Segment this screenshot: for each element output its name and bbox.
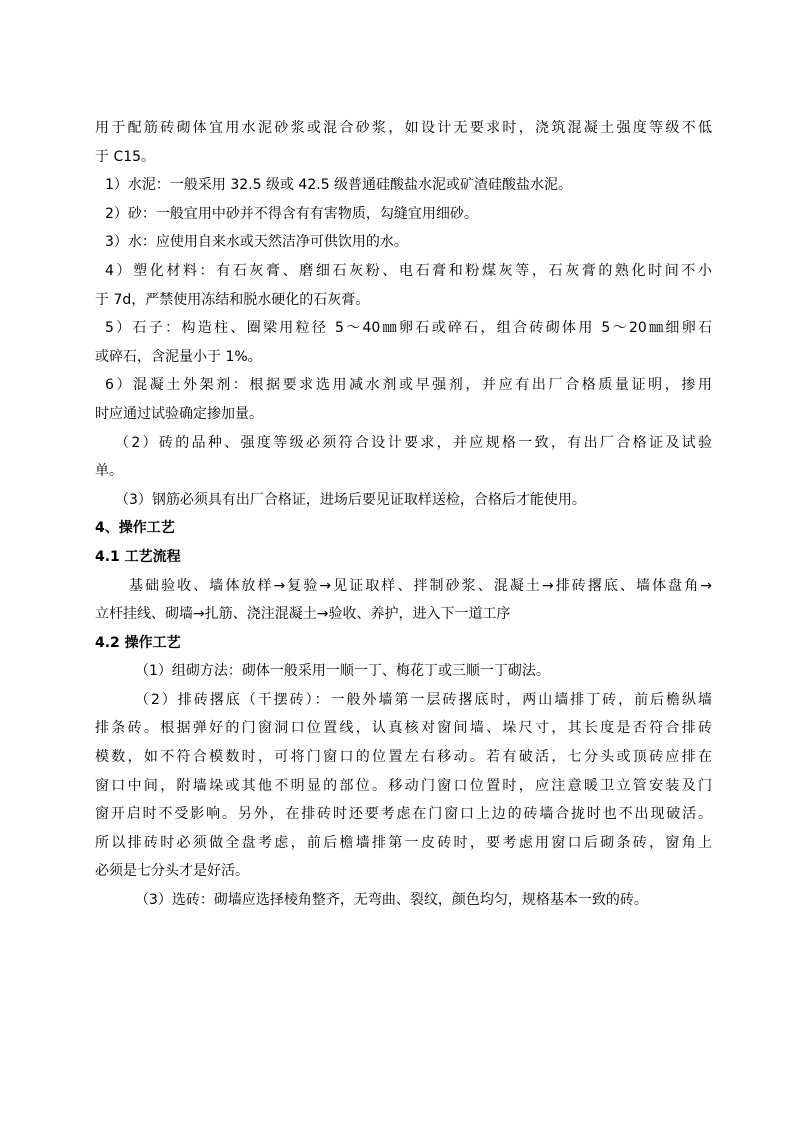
paragraph-line: 所以排砖时必须做全盘考虑，前后檐墙排第一皮砖时，要考虑用窗口后砌条砖，窗角上 <box>95 834 712 851</box>
paragraph-line: 排条砖。根据弹好的门窗洞口位置线，认真核对窗间墙、垛尺寸，其长度是否符合排砖 <box>95 720 712 737</box>
paragraph-line: 用于配筋砖砌体宜用水泥砂浆或混合砂浆，如设计无要求时，浇筑混凝土强度等级不低 <box>95 120 712 136</box>
paragraph-line: 或碎石，含泥量小于 1%。 <box>95 348 262 365</box>
paragraph-line: 单。 <box>95 463 123 480</box>
list-item-sand: 2）砂：一般宜用中砂并不得含有有害物质，勾缝宜用细砂。 <box>105 205 478 222</box>
paragraph-line: 于 C15。 <box>95 148 156 165</box>
subsection-heading: 4.2 操作工艺 <box>95 634 181 651</box>
paragraph-line: 窗开启时不受影响。另外，在排砖时还要考虑在门窗口上边的砖墙合拢时也不出现破活。 <box>95 806 712 823</box>
process-flow-line: 基础验收、墙体放样→复验→见证取样、拌制砂浆、混凝土→排砖撂底、墙体盘角→ <box>129 577 712 594</box>
paragraph-line: 时应通过试验确定掺加量。 <box>95 405 263 422</box>
list-item-brick-selection: （3）选砖：砌墙应选择棱角整齐，无弯曲、裂纹，颜色均匀，规格基本一致的砖。 <box>135 892 648 909</box>
list-item-gravel: 5）石子：构造柱、圈梁用粒径 5～40㎜卵石或碎石，组合砖砌体用 5～20㎜细卵石 <box>105 320 712 337</box>
list-item-water: 3）水：应使用自来水或天然洁净可供饮用的水。 <box>105 234 408 251</box>
paragraph-line: 必须是七分头才是好活。 <box>95 863 249 880</box>
list-item-plasticizer: 4）塑化材料：有石灰膏、磨细石灰粉、电石膏和粉煤灰等，石灰膏的熟化时间不小 <box>105 262 712 279</box>
list-item-cement: 1）水泥：一般采用 32.5 级或 42.5 级普通硅酸盐水泥或矿渣硅酸盐水泥。 <box>105 177 573 194</box>
list-item-layout: （2）排砖撂底（干摆砖）：一般外墙第一层砖撂底时，两山墙排丁砖，前后檐纵墙 <box>135 691 712 708</box>
list-item-brick: （2）砖的品种、强度等级必须符合设计要求，并应规格一致，有出厂合格证及试验 <box>115 434 712 451</box>
list-item-bonding: （1）组砌方法：砌体一般采用一顺一丁、梅花丁或三顺一丁砌法。 <box>135 663 550 680</box>
process-flow-line: 立杆挂线、砌墙→扎筋、浇注混凝土→验收、养护，进入下一道工序 <box>95 606 511 623</box>
document-body <box>95 114 712 915</box>
section-heading: 4、操作工艺 <box>95 520 175 537</box>
list-item-admixture: 6）混凝土外架剂：根据要求选用减水剂或早强剂，并应有出厂合格质量证明，掺用 <box>105 377 712 394</box>
paragraph-line: 于 7d，严禁使用冻结和脱水硬化的石灰膏。 <box>95 291 370 308</box>
paragraph-line: 窗口中间，附墙垛或其他不明显的部位。移动门窗口位置时，应注意暖卫立管安装及门 <box>95 777 712 794</box>
paragraph-line: 模数，如不符合模数时，可将门窗口的位置左右移动。若有破活，七分头或顶砖应排在 <box>95 749 712 766</box>
list-item-rebar: （3）钢筋必须具有出厂合格证，进场后要见证取样送检，合格后才能使用。 <box>115 491 586 508</box>
subsection-heading: 4.1 工艺流程 <box>95 548 181 565</box>
